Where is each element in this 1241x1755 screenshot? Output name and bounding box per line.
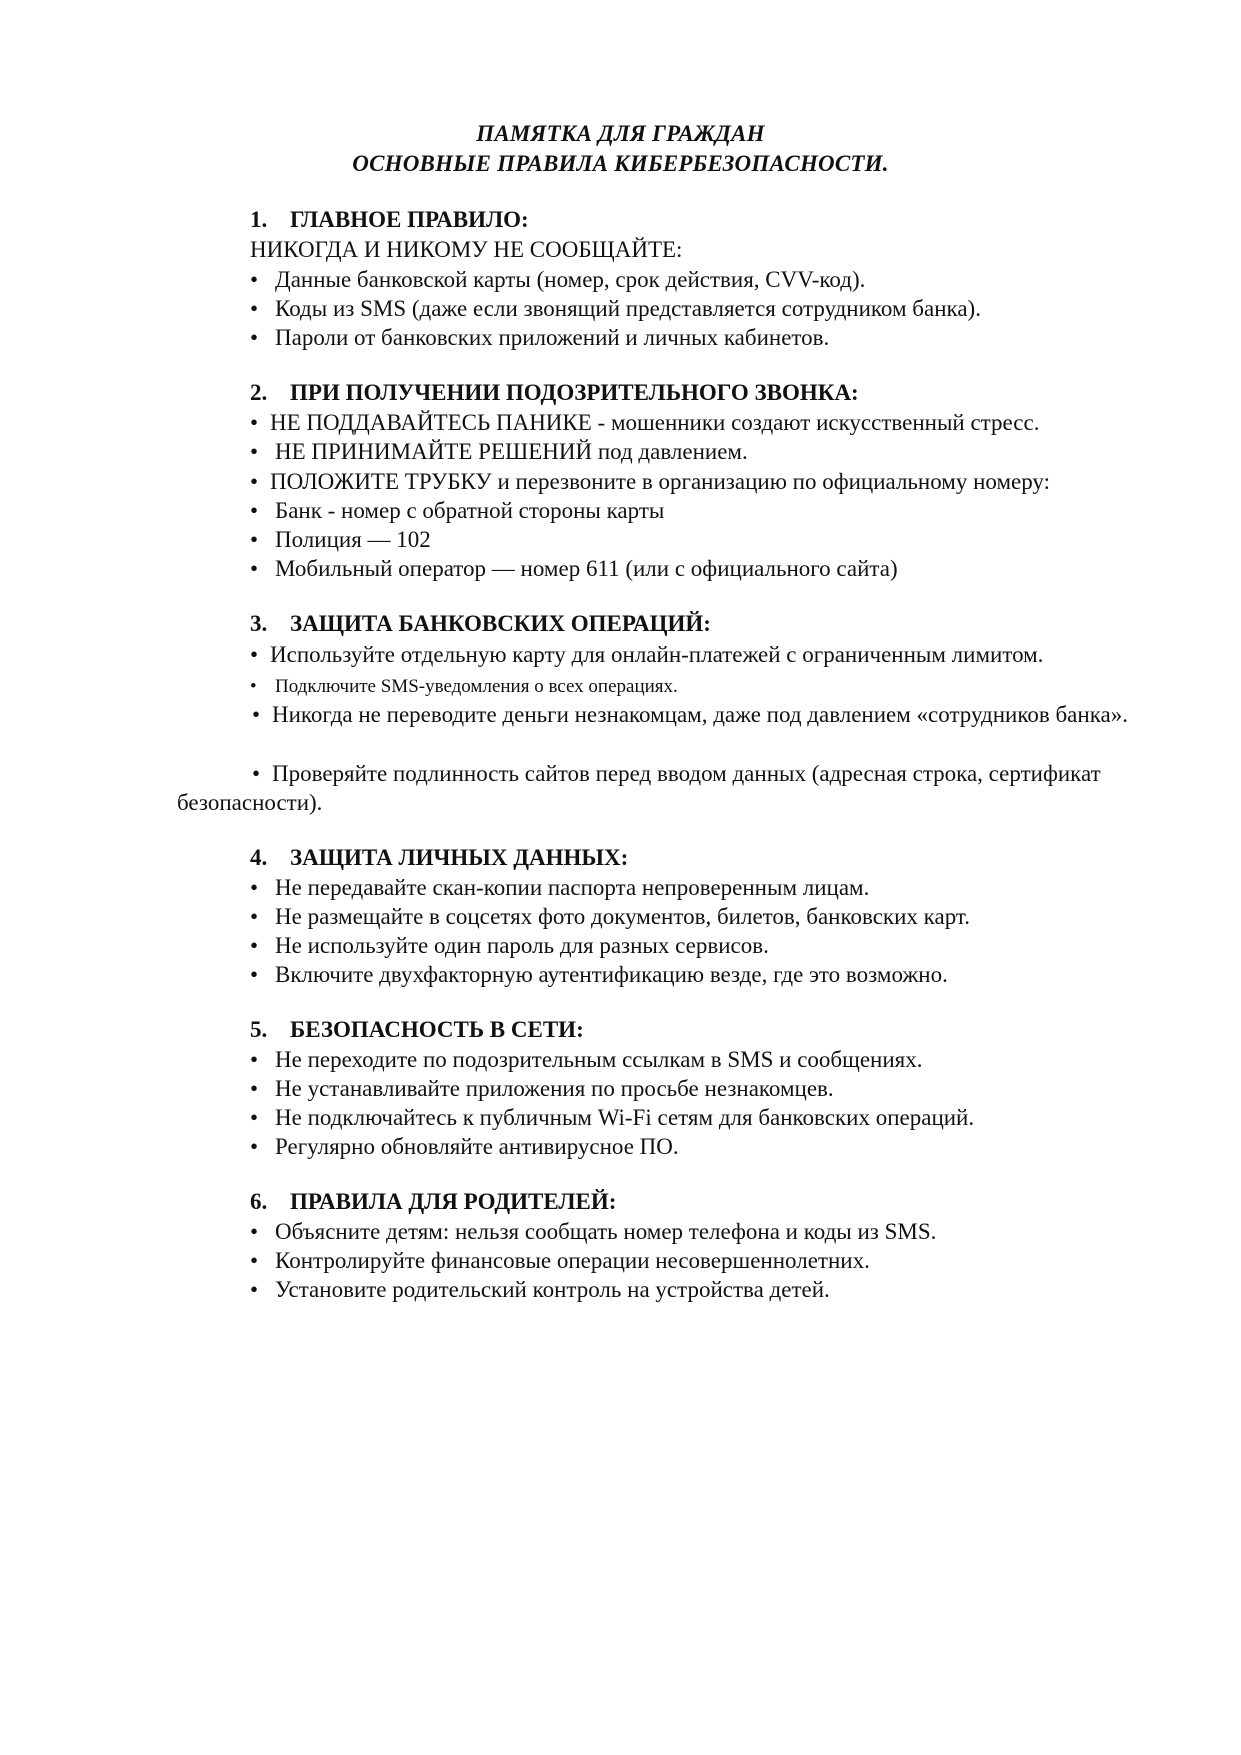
list-item: • Коды из SMS (даже если звонящий представляется сотрудником банка). [250, 294, 981, 324]
list-item: • Не переходите по подозрительным ссылкам в SMS и сообщениях. [250, 1045, 922, 1075]
section-1-heading [250, 205, 529, 235]
bullet-icon: • [250, 410, 259, 435]
list-item: • Используйте отдельную карту для онлайн-платежей с ограниченным лимитом. [250, 640, 1043, 670]
bullet-icon: • [250, 1105, 259, 1130]
section-1-intro: НИКОГДА И НИКОМУ НЕ СООБЩАЙТЕ: [250, 237, 683, 262]
list-item: • Подключите SMS-уведомления о всех операциях. [250, 672, 678, 702]
bullet-icon: • [250, 1277, 259, 1302]
bullet-icon: • [250, 904, 259, 929]
list-item: • Объясните детям: нельзя сообщать номер телефона и коды из SMS. [250, 1217, 936, 1247]
list-item: • Контролируйте финансовые операции несовершеннолетних. [250, 1246, 870, 1276]
list-item: • ПОЛОЖИТЕ ТРУБКУ и перезвоните в организацию по официальному номеру: [250, 467, 1050, 497]
bullet-icon: • [250, 642, 259, 667]
list-item: • Банк - номер с обратной стороны карты [250, 496, 664, 526]
bullet-icon: • [250, 296, 259, 321]
list-item: • Никогда не переводите деньги незнакомцам, даже под давлением «сотрудников банка». [252, 702, 1128, 727]
bullet-icon: • [250, 875, 259, 900]
section-title: ЗАЩИТА ЛИЧНЫХ ДАННЫХ: [290, 845, 629, 870]
document-title-line-1: ПАМЯТКА ДЛЯ ГРАЖДАН [476, 121, 765, 146]
bullet-icon: • [252, 702, 261, 727]
bullet-icon: • [250, 439, 259, 464]
list-item: • НЕ ПОДДАВАЙТЕСЬ ПАНИКЕ - мошенники создают искусственный стресс. [250, 408, 1039, 438]
bullet-icon: • [250, 1134, 259, 1159]
bullet-icon: • [250, 325, 259, 350]
bullet-icon: • [250, 933, 259, 958]
bullet-icon: • [250, 1219, 259, 1244]
section-number: 6. [250, 1189, 268, 1214]
list-item: • Регулярно обновляйте антивирусное ПО. [250, 1132, 679, 1162]
list-item: • Мобильный оператор — номер 611 (или с официального сайта) [250, 554, 898, 584]
list-item: • Данные банковской карты (номер, срок действия, CVV-код). [250, 265, 865, 295]
section-2-heading [250, 378, 859, 408]
bullet-icon: • [252, 761, 261, 786]
section-title: ЗАЩИТА БАНКОВСКИХ ОПЕРАЦИЙ: [290, 611, 711, 636]
list-item: • Не используйте один пароль для разных сервисов. [250, 931, 769, 961]
bullet-icon: • [250, 498, 259, 523]
list-item: • Проверяйте подлинность сайтов перед вводом данных (адресная строка, сертификат безопасности). [177, 761, 1101, 815]
bullet-icon: • [250, 527, 259, 552]
section-title: ГЛАВНОЕ ПРАВИЛО: [290, 207, 529, 232]
list-item: • Пароли от банковских приложений и личных кабинетов. [250, 323, 829, 353]
section-number: 4. [250, 845, 268, 870]
section-3-heading [250, 609, 711, 639]
section-number: 2. [250, 380, 268, 405]
section-6-heading [250, 1187, 616, 1217]
list-item: • Не размещайте в соцсетях фото документов, билетов, банковских карт. [250, 902, 970, 932]
section-number: 1. [250, 207, 268, 232]
section-title: БЕЗОПАСНОСТЬ В СЕТИ: [290, 1017, 584, 1042]
list-item: • Не устанавливайте приложения по просьбе незнакомцев. [250, 1074, 834, 1104]
bullet-icon: • [250, 676, 257, 697]
list-item: • Полиция — 102 [250, 525, 431, 555]
bullet-icon: • [250, 1076, 259, 1101]
list-item: • НЕ ПРИНИМАЙТЕ РЕШЕНИЙ под давлением. [250, 437, 748, 467]
section-5-heading [250, 1015, 584, 1045]
section-4-heading [250, 843, 628, 873]
section-number: 3. [250, 611, 268, 636]
list-item: • Не подключайтесь к публичным Wi-Fi сетям для банковских операций. [250, 1103, 974, 1133]
list-item: • Установите родительский контроль на устройства детей. [250, 1275, 830, 1305]
section-title: ПРИ ПОЛУЧЕНИИ ПОДОЗРИТЕЛЬНОГО ЗВОНКА: [290, 380, 859, 405]
bullet-icon: • [250, 1248, 259, 1273]
bullet-icon: • [250, 962, 259, 987]
bullet-icon: • [250, 469, 259, 494]
bullet-icon: • [250, 556, 259, 581]
bullet-icon: • [250, 1047, 259, 1072]
list-item: • Не передавайте скан-копии паспорта непроверенным лицам. [250, 873, 869, 903]
list-item: • Включите двухфакторную аутентификацию везде, где это возможно. [250, 960, 948, 990]
section-number: 5. [250, 1017, 268, 1042]
section-title: ПРАВИЛА ДЛЯ РОДИТЕЛЕЙ: [290, 1189, 617, 1214]
document-title-line-2: ОСНОВНЫЕ ПРАВИЛА КИБЕРБЕЗОПАСНОСТИ. [352, 151, 889, 176]
bullet-icon: • [250, 267, 259, 292]
